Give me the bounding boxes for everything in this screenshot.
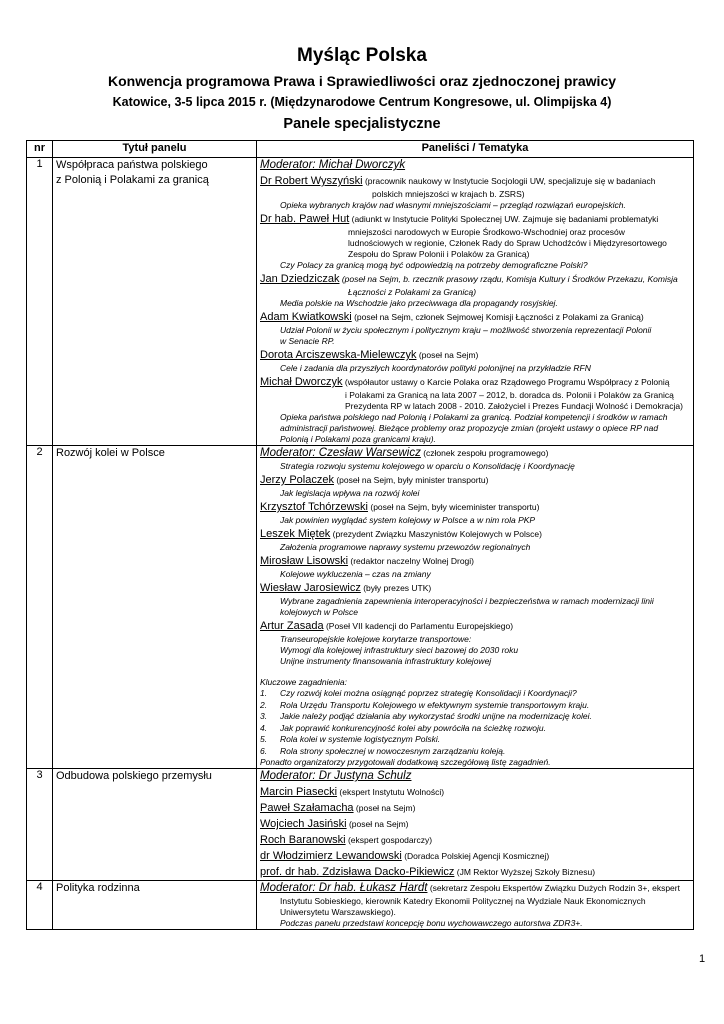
panelist-topic: Jak powinien wyglądać system kolejowy w Polsce a w nim rola PKP	[280, 515, 536, 525]
panelist-desc-cont: i Polakami za Granicą na lata 2007 – 2012, b. doradca ds. Polonii i Polaków za Granicą	[345, 390, 674, 400]
panelist	[260, 348, 690, 363]
panelist-topic: Wybrane zagadnienia zapewnienia interoperacyjności i bezpieczeństwa w ramach modernizacji linii	[280, 596, 654, 606]
panelist-desc: (współautor ustawy o Karcie Polaka oraz Rządowego Programu Współpracy z Polonią	[342, 377, 670, 387]
panelist-topic: Wymogi dla kolejowej infrastruktury sieci bazowej do 2030 roku	[280, 645, 519, 655]
panelist-name: Adam Kwiatkowski	[260, 311, 352, 323]
panels-table	[26, 140, 694, 930]
panelist-desc: (poseł na Sejm, były minister transportu)	[333, 475, 489, 485]
moderator	[260, 446, 690, 461]
panelist-desc-cont: ludnościowych w regionie, Członek Rady do Spraw Uchodźców i Międzyresortowego	[348, 238, 667, 248]
panelist-desc: (prezydent Związku Maszynistów Kolejowych w Polsce)	[330, 529, 542, 539]
panel-title-line: Rozwój kolei w Polsce	[56, 447, 165, 459]
panel-title	[53, 769, 257, 881]
key-issue	[260, 688, 690, 700]
key-issue-text: Jakie należy podjąć działania aby wykorzystać środki unijne na modernizację kolei.	[280, 711, 592, 721]
panel-number: 3	[27, 769, 53, 881]
header-nr: nr	[27, 141, 53, 158]
panel-title	[53, 881, 257, 930]
panel-title-line: Współpraca państwa polskiego	[56, 159, 208, 171]
key-issue-number: 3.	[260, 711, 268, 721]
key-issue	[260, 723, 690, 735]
panelist-name: dr Włodzimierz Lewandowski	[260, 850, 402, 862]
panelist	[260, 865, 690, 880]
key-issue-text: Rola kolei w systemie logistycznym Polski.	[280, 734, 441, 744]
panelist-desc: (ekspert Instytutu Wolności)	[337, 787, 445, 797]
moderator	[260, 881, 690, 896]
panelist-topic: Założenia programowe naprawy systemu przewozów regionalnych	[280, 542, 531, 552]
panelist	[260, 375, 690, 390]
panelist	[260, 833, 690, 848]
panelist-desc: (Poseł VII kadencji do Parlamentu Europejskiego)	[323, 621, 514, 631]
moderator	[260, 158, 690, 173]
panelist-desc: (poseł na Sejm, b. rzecznik prasowy rządu, Komisja Kultury i Środków Przekazu, Komisja	[339, 274, 678, 284]
panelist-name: Jan Dziedziczak	[260, 273, 340, 285]
panelist-topic: administracji państwowej. Bieżące problemy oraz propozycje zmian (projekt ustawy o opiece RP nad	[280, 423, 659, 433]
document-subtitle: Konwencja programowa Prawa i Sprawiedliwości oraz zjednoczonej prawicy	[107, 73, 617, 89]
panelist	[260, 272, 690, 287]
panelists-cell	[257, 158, 694, 446]
panelist-name: Roch Baranowski	[260, 834, 346, 846]
panel-title	[53, 158, 257, 446]
key-issue	[260, 700, 690, 712]
key-issue-text: Jak poprawić konkurencyjność kolei aby powróciła na ścieżkę rozwoju.	[280, 722, 546, 733]
moderator-topic: Strategia rozwoju systemu kolejowego w oparciu o Konsolidację i Koordynację	[280, 461, 575, 471]
panel-number: 2	[27, 446, 53, 769]
panelist-name: Leszek Miętek	[260, 528, 331, 540]
panel-number: 4	[27, 881, 53, 930]
panelist-name: Jerzy Polaczek	[260, 474, 334, 486]
panelist-name: Marcin Piasecki	[260, 786, 338, 798]
panel-title	[53, 446, 257, 769]
section-heading: Panele specjalistyczne	[283, 116, 441, 132]
moderator	[260, 769, 690, 784]
panelist-name: Dorota Arciszewska-Mielewczyk	[260, 349, 417, 361]
panelist-name: Krzysztof Tchórzewski	[260, 501, 368, 513]
panelist-topic: Cele i zadania dla przyszłych koordynatorów polityki polonijnej na przykładzie RFN	[280, 363, 591, 373]
panelist-topic: Polonią i Polakami poza granicami kraju).	[280, 434, 436, 444]
panelist-desc: (poseł na Sejm)	[353, 803, 416, 813]
moderator-name: Moderator: Dr hab. Łukasz Hardt	[260, 882, 428, 894]
panelist-topic: Opieka państwa polskiego nad Polonią i Polakami za granicą. Podział kompetencji i środków w ramach	[280, 412, 668, 422]
panelist-desc: (ekspert gospodarczy)	[345, 835, 433, 845]
panel-title-line: Polityka rodzinna	[56, 882, 140, 894]
panelist-name: Dr hab. Paweł Hut	[260, 213, 350, 225]
panelist-name: prof. dr hab. Zdzisława Dacko-Pikiewicz	[260, 866, 455, 878]
panelist-name: Dr Robert Wyszyński	[260, 175, 363, 187]
key-issue-text: Rola Urzędu Transportu Kolejowego w efektywnym systemie transportowym kraju.	[280, 699, 590, 710]
panelist-topic: Kolejowe wykluczenia – czas na zmiany	[280, 569, 431, 579]
moderator-desc: (członek zespołu programowego)	[420, 448, 549, 458]
panelists-cell	[257, 769, 694, 881]
moderator-name: Moderator: Michał Dworczyk	[260, 159, 406, 171]
panelist-desc: (JM Rektor Wyższej Szkoły Biznesu)	[454, 867, 596, 877]
header-people: Paneliści / Tematyka	[257, 141, 694, 158]
panelist	[260, 619, 690, 634]
panelist-topic: Transeuropejskie kolejowe korytarze transportowe:	[280, 634, 472, 644]
panelist-name: Paweł Szałamacha	[260, 802, 354, 814]
table-row	[27, 158, 694, 446]
panelist	[260, 785, 690, 800]
table-row	[27, 769, 694, 881]
table-row	[27, 446, 694, 769]
key-issue	[260, 746, 690, 758]
panelist-desc: (poseł na Sejm)	[416, 350, 479, 360]
panelist-desc-cont: Prezydenta RP w latach 2008 - 2010. Założyciel i Prezes Fundacji Wolność i Demokracja)	[345, 401, 683, 411]
key-issues-note: Ponadto organizatorzy przygotowali dodatkową szczegółową listę zagadnień.	[260, 757, 551, 767]
table-row	[27, 881, 694, 930]
panelist	[260, 212, 690, 227]
panelist	[260, 849, 690, 864]
key-issue	[260, 711, 690, 723]
key-issue-number: 2.	[260, 699, 268, 710]
panelist	[260, 174, 690, 189]
moderator-topic: Podczas panelu przedstawi koncepcję bonu wychowawczego autorstwa ZDR3+.	[280, 918, 583, 928]
panel-title-line: z Polonią i Polakami za granicą	[56, 174, 209, 186]
panelist	[260, 554, 690, 569]
panelist	[260, 817, 690, 832]
panelist-topic: w Senacie RP.	[280, 336, 335, 346]
panelist-desc: (poseł na Sejm, były wiceminister transportu)	[368, 502, 540, 512]
key-issues-label: Kluczowe zagadnienia:	[260, 677, 347, 687]
key-issue-number: 5.	[260, 734, 268, 744]
moderator-desc: (sekretarz Zespołu Ekspertów Związku Dużych Rodzin 3+, ekspert	[427, 883, 680, 893]
moderator-desc-cont: Instytutu Sobieskiego, kierownik Katedry Ekonomii Politycznej na Wydziale Nauk Ekonomicznych	[280, 896, 646, 906]
panelist-desc: (Doradca Polskiej Agencji Kosmicznej)	[401, 851, 550, 861]
panelists-cell	[257, 446, 694, 769]
panelist-name: Wiesław Jarosiewicz	[260, 582, 361, 594]
panelist-desc-cont: mniejszości narodowych w Europie Środkowo-Wschodniej oraz procesów	[348, 227, 625, 237]
document-title: Myśląc Polska	[297, 45, 427, 66]
panelist	[260, 581, 690, 596]
panelist-desc: (były prezes UTK)	[360, 583, 432, 593]
key-issue	[260, 734, 690, 746]
key-issue-text: Czy rozwój kolei można osiągnąć poprzez strategię Konsolidacji i Koordynacji?	[280, 688, 577, 698]
panelist-topic: Media polskie na Wschodzie jako przeciwwaga dla propagandy rosyjskiej.	[280, 298, 558, 308]
panelist-topic: Opieka wybranych krajów nad własnymi mniejszościami – przegląd rozwiązań europejskich.	[280, 200, 626, 210]
panelist-desc: (poseł na Sejm, członek Sejmowej Komisji Łączności z Polakami za Granicą)	[351, 312, 644, 322]
page-number: 1	[699, 953, 706, 965]
panelist	[260, 527, 690, 542]
moderator-desc-cont: Uniwersytetu Warszawskiego).	[280, 907, 396, 917]
panelist-topic: Unijne instrumenty finansowania infrastruktury kolejowej	[280, 656, 492, 666]
key-issue-number: 4.	[260, 722, 268, 733]
panelist-topic: Udział Polonii w życiu społecznym i politycznym kraju – możliwość stworzenia reprezentacji Polonii	[280, 325, 652, 335]
table-header-row	[27, 141, 694, 158]
panelist-topic: Jak legislacja wpływa na rozwój kolei	[280, 488, 420, 498]
panelist-desc-cont: Zespołu do Spraw Polonii i Polaków za Granicą)	[348, 249, 530, 259]
panelist	[260, 801, 690, 816]
panelist-topic: kolejowych w Polsce	[280, 607, 358, 617]
panelist-topic: Czy Polacy za granicą mogą być odpowiedzią na potrzeby demograficzne Polski?	[280, 260, 588, 270]
panelist	[260, 500, 690, 515]
panelist	[260, 310, 690, 325]
moderator-name: Moderator: Czesław Warsewicz	[260, 447, 421, 459]
panelist-desc: (redaktor naczelny Wolnej Drogi)	[348, 556, 475, 566]
panelist-name: Artur Zasada	[260, 620, 324, 632]
panelist	[260, 473, 690, 488]
panelists-cell	[257, 881, 694, 930]
event-place-date: Katowice, 3-5 lipca 2015 r. (Międzynarodowe Centrum Kongresowe, ul. Olimpijska 4)	[112, 95, 612, 109]
panelist-name: Michał Dworczyk	[260, 376, 343, 388]
panelist-name: Wojciech Jasiński	[260, 818, 347, 830]
panel-number: 1	[27, 158, 53, 446]
moderator-name: Moderator: Dr Justyna Schulz	[260, 770, 412, 782]
panelist-desc-cont: polskich mniejszości w krajach b. ZSRS)	[372, 189, 525, 199]
header-title: Tytuł panelu	[53, 141, 257, 158]
panelist-desc: (adiunkt w Instytucie Polityki Społecznej UW. Zajmuje się badaniami problematyki	[349, 214, 659, 224]
panelist-desc: (poseł na Sejm)	[346, 819, 409, 829]
panelist-desc: (pracownik naukowy w Instytucie Socjologii UW, specjalizuje się w badaniach	[362, 176, 656, 186]
key-issue-text: Rola strony społecznej w nowoczesnym zarządzaniu koleją.	[280, 745, 506, 756]
key-issue-number: 6.	[260, 745, 268, 756]
panel-title-line: Odbudowa polskiego przemysłu	[56, 770, 212, 782]
panelist-desc-cont: Łączności z Polakami za Granicą)	[348, 287, 477, 297]
key-issue-number: 1.	[260, 688, 268, 698]
panelist-name: Mirosław Lisowski	[260, 555, 349, 567]
